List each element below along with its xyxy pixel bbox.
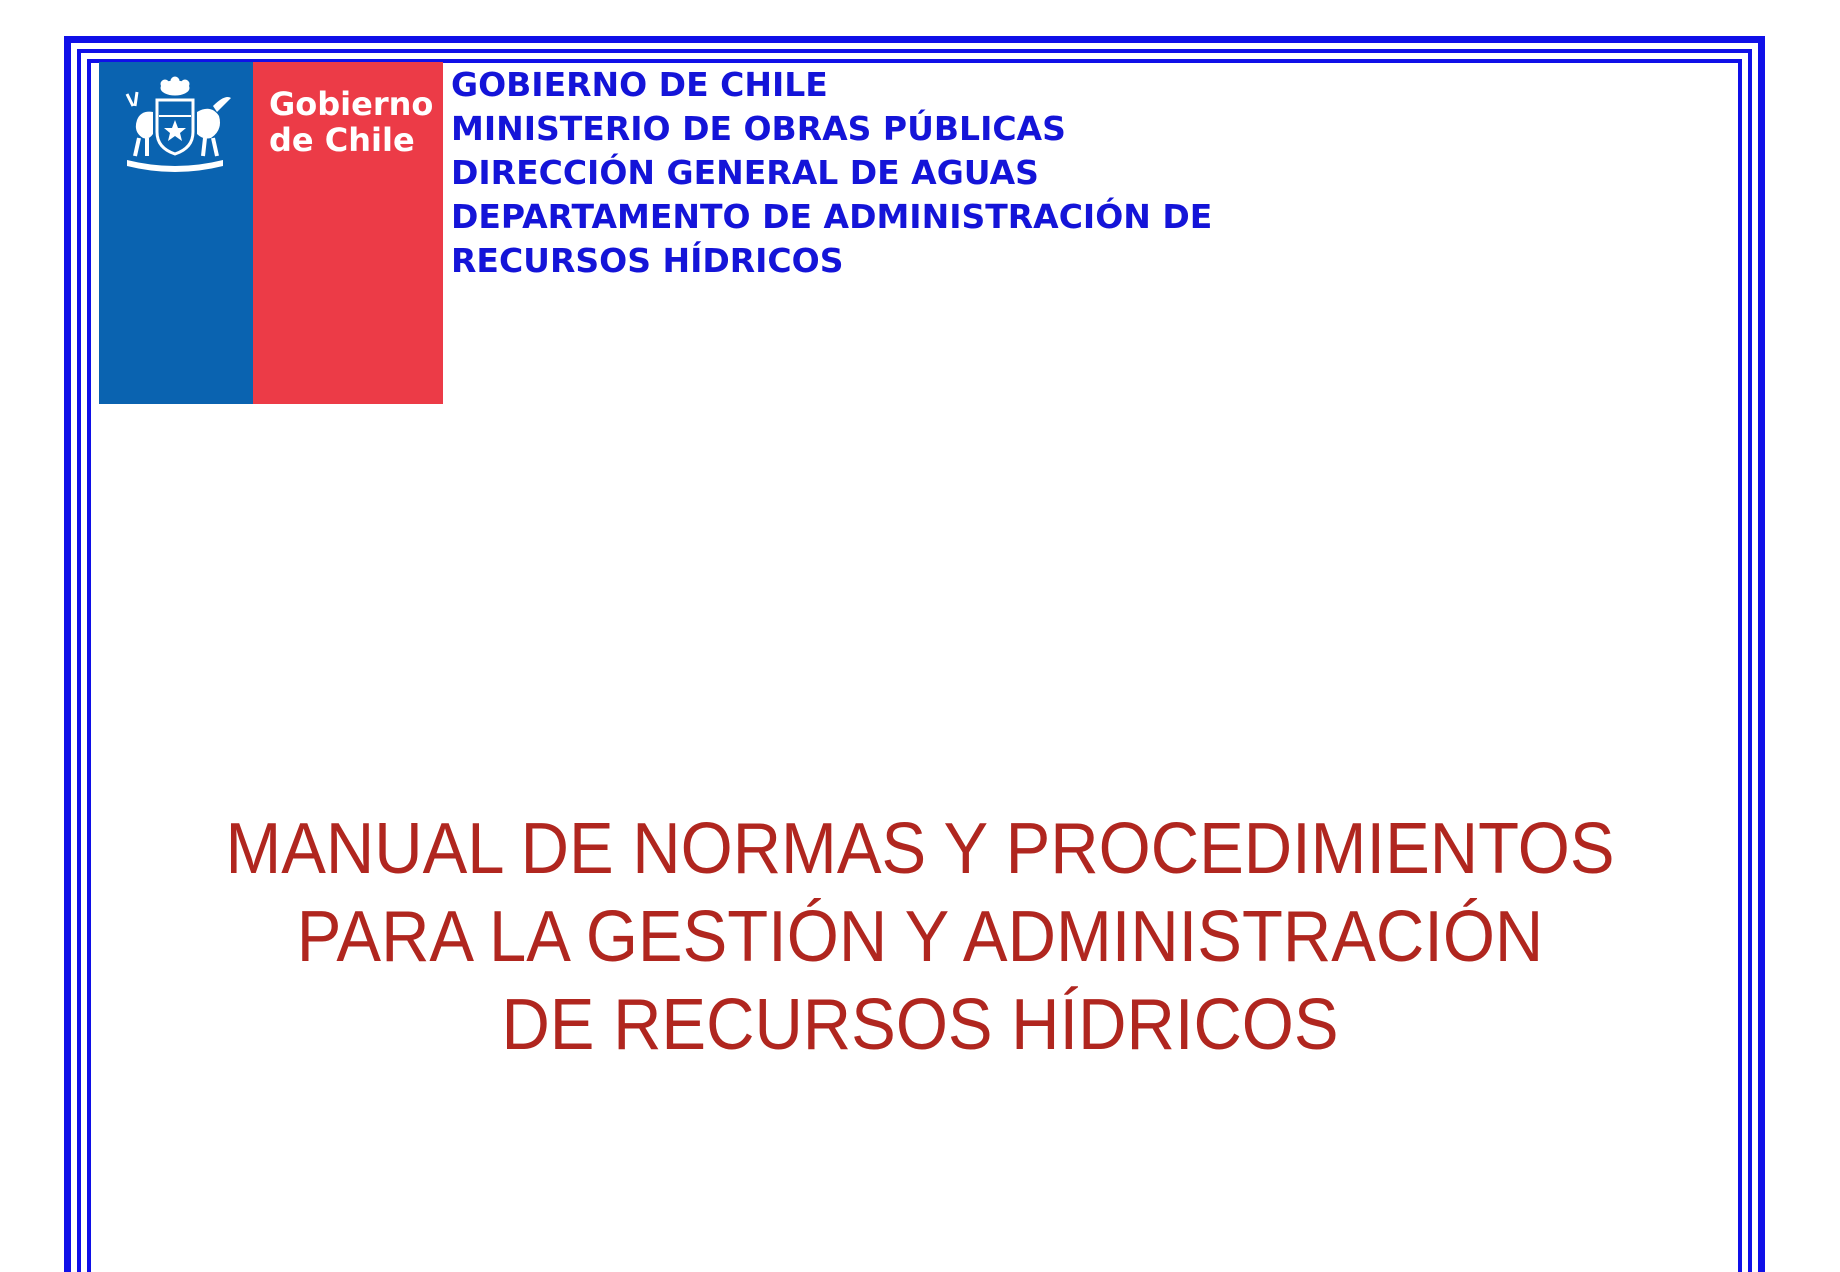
logo-line-2: de Chile	[269, 121, 415, 159]
logo-line-1: Gobierno	[269, 85, 434, 123]
header-line-ministry: MINISTERIO DE OBRAS PÚBLICAS	[451, 109, 1066, 148]
gobierno-de-chile-logo	[99, 62, 443, 404]
header-line-directorate: DIRECCIÓN GENERAL DE AGUAS	[451, 153, 1039, 192]
logo-wordmark	[269, 86, 433, 158]
title-line-2: PARA LA GESTIÓN Y ADMINISTRACIÓN	[296, 897, 1544, 977]
document-title	[204, 805, 1636, 1069]
logo-red-panel	[253, 62, 443, 404]
header-line-department-cont: RECURSOS HÍDRICOS	[451, 241, 844, 280]
logo-blue-panel	[99, 62, 253, 404]
header-line-government: GOBIERNO DE CHILE	[451, 65, 828, 104]
header-line-department: DEPARTAMENTO DE ADMINISTRACIÓN DE	[451, 197, 1213, 236]
title-line-1: MANUAL DE NORMAS Y PROCEDIMIENTOS	[225, 809, 1615, 889]
title-line-3: DE RECURSOS HÍDRICOS	[501, 985, 1339, 1065]
institution-header	[451, 63, 1212, 283]
chile-coat-of-arms-icon	[113, 76, 237, 176]
